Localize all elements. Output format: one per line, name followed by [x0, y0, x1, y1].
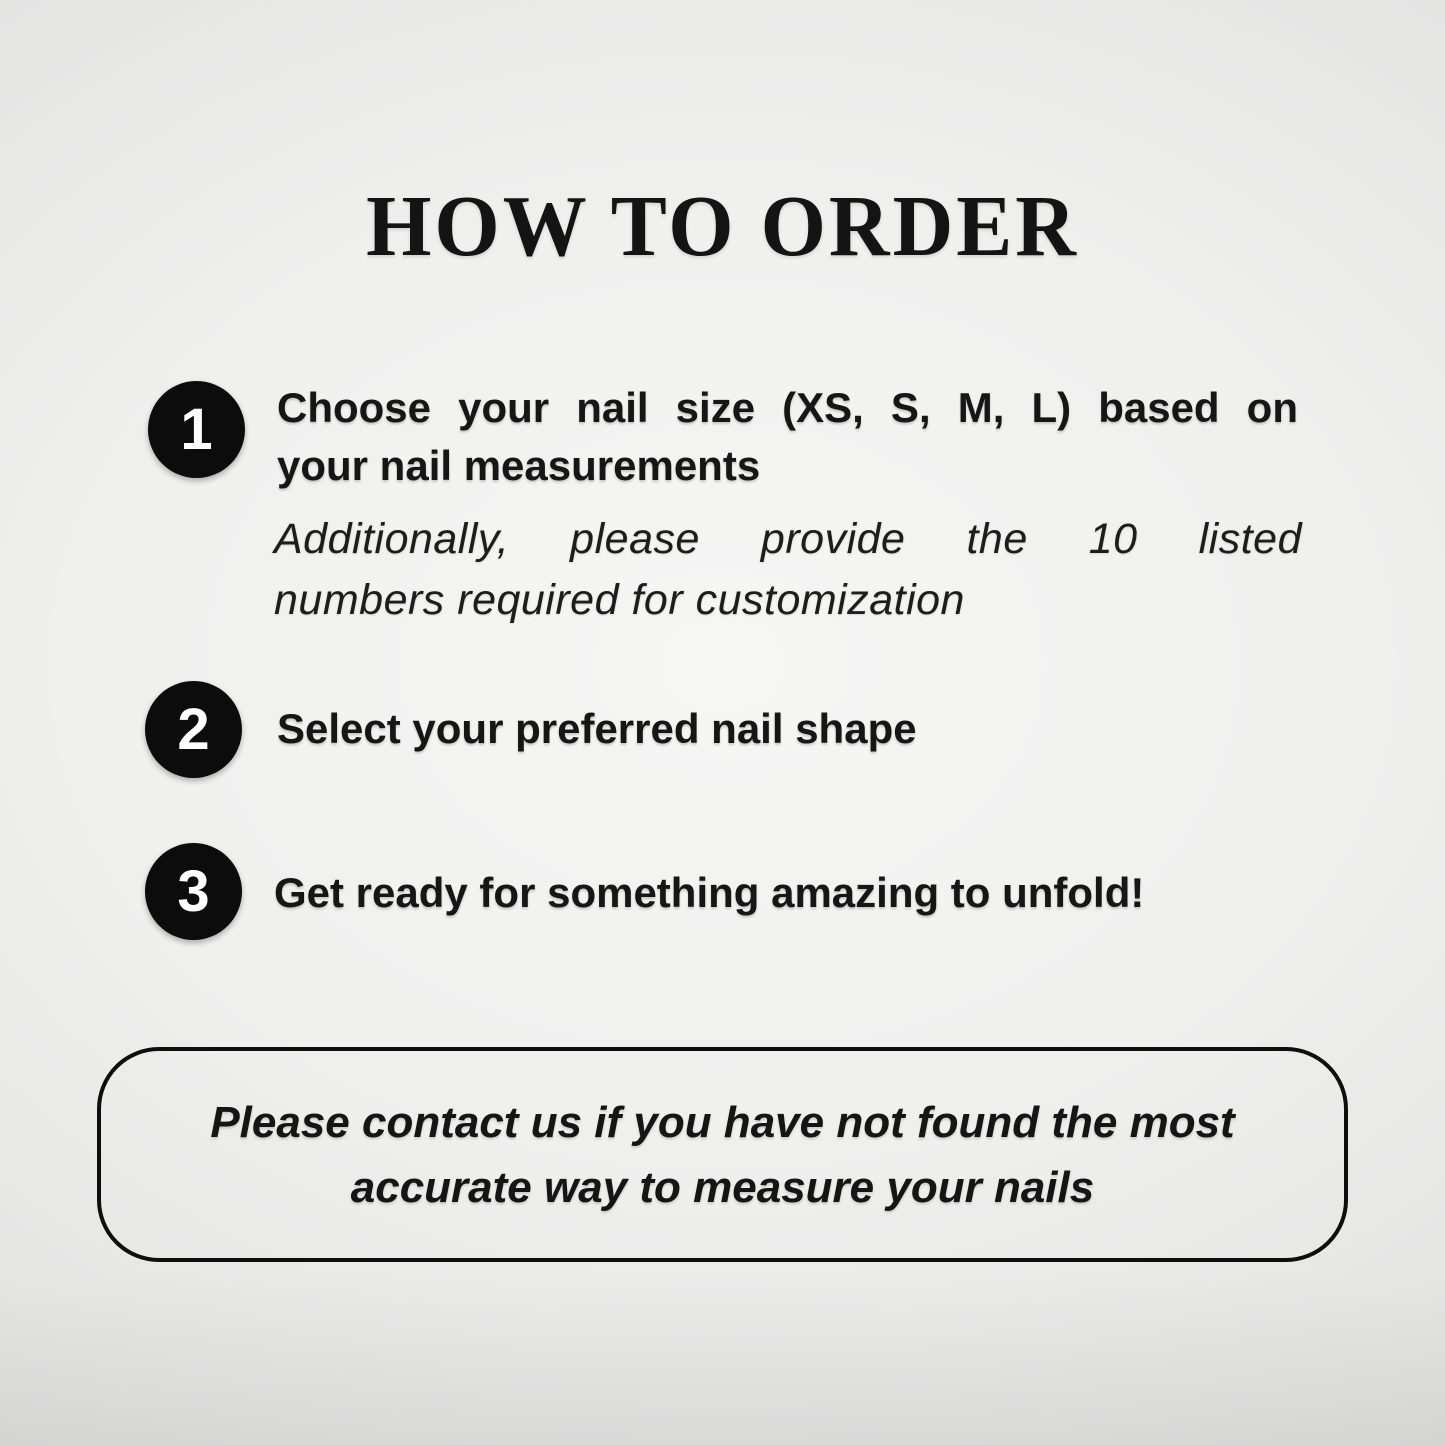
- step-1-note-line-1: Additionally, please provide the 10 listed: [274, 515, 1302, 563]
- step-2-badge: [145, 681, 242, 778]
- step-3-text: [274, 864, 1404, 922]
- step-3-number: 3: [177, 859, 210, 924]
- step-1-line-2: your nail measurements: [277, 442, 761, 489]
- step-1-number: 1: [180, 397, 213, 462]
- step-3-line-1: Get ready for something amazing to unfold!: [274, 869, 1145, 916]
- contact-note-box: [97, 1047, 1348, 1262]
- contact-note-line-1: Please contact us if you have not found the most: [210, 1097, 1235, 1147]
- step-2-line-1: Select your preferred nail shape: [277, 705, 917, 752]
- step-2-number: 2: [177, 697, 210, 762]
- contact-note-line-2: accurate way to measure your nails: [350, 1162, 1095, 1212]
- page-title: HOW TO ORDER: [366, 178, 1079, 275]
- step-1-note: [274, 509, 1302, 631]
- step-1-text: [277, 379, 1298, 495]
- step-3-badge: [145, 843, 242, 940]
- step-2-text: [277, 700, 1377, 758]
- step-1-note-line-2: numbers required for customization: [274, 576, 965, 624]
- step-1-line-1: Choose your nail size (XS, S, M, L) based on: [277, 384, 1298, 431]
- step-1-badge: [148, 381, 245, 478]
